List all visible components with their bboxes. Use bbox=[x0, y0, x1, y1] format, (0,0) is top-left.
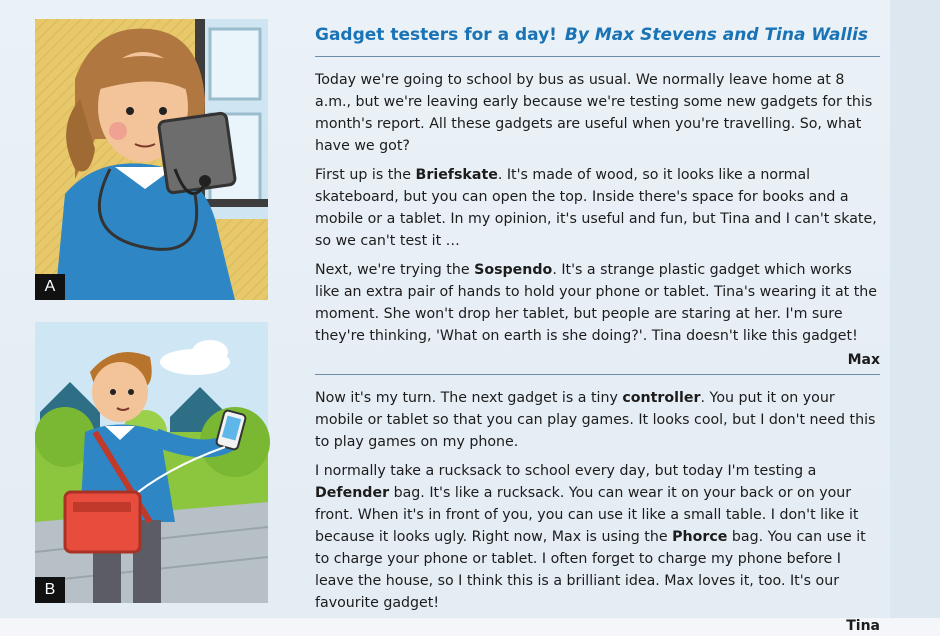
image-label-a: A bbox=[35, 274, 65, 300]
product-name: Phorce bbox=[672, 529, 728, 545]
paragraph-tina-2: I normally take a rucksack to school every day, but today I'm testing a Defender bag. It's like a rucksack. You can wear it on your back or on your front. When it's in front of you, you can use it like a small table. I don't like it because it looks ugly. Right now, Max is using the Phorce bag. You can use it to charge your phone or tablet. I often forget to charge my phone before I leave the house, so I think this is a brilliant idea. Max loves it, too. It's our favourite gadget! bbox=[315, 463, 866, 611]
product-name: Sospendo bbox=[474, 262, 553, 278]
article-heading bbox=[315, 20, 880, 52]
image-label-b: B bbox=[35, 577, 65, 603]
paragraph-max-2: First up is the Briefskate. It's made of wood, so it looks like a normal skateboard, but you can open the top. Inside there's space for books and a mobile or a tablet. In my opinion, it's useful and fun, but Tina and I can't skate, so we can't test it … bbox=[315, 167, 877, 249]
author-signature-tina: Tina bbox=[846, 618, 880, 634]
page-edge-band bbox=[890, 0, 940, 618]
product-name: Briefskate bbox=[415, 167, 498, 183]
product-name: controller bbox=[622, 390, 701, 406]
article-byline: By Max Stevens and Tina Wallis bbox=[564, 25, 869, 45]
paragraph-max-3: Next, we're trying the Sospendo. It's a strange plastic gadget which works like an extra pair of hands to hold your phone or tablet. Tina's wearing it at the moment. She won't drop her tablet, but people are staring at her. I'm sure they're thinking, 'What on earth is she doing?'. Tina doesn't like this gadget! bbox=[315, 262, 878, 344]
article-title: Gadget testers for a day! bbox=[315, 25, 557, 45]
paragraph-max-1: Today we're going to school by bus as usual. We normally leave home at 8 a.m., but we're leaving early because we're testing some new gadgets for this month's report. All these gadgets are useful when you're travelling. So, what have we got? bbox=[315, 72, 873, 154]
illustration-a bbox=[35, 19, 268, 300]
illustration-b bbox=[35, 322, 268, 603]
author-signature-max: Max bbox=[847, 352, 880, 368]
paragraph-tina-1: Now it's my turn. The next gadget is a tiny controller. You put it on your mobile or tablet so that you can play games. It looks cool, but I don't need this to play games on my phone. bbox=[315, 390, 876, 450]
illustration-a-drawing bbox=[35, 19, 268, 300]
product-name: Defender bbox=[315, 485, 390, 501]
illustration-b-drawing bbox=[35, 322, 268, 603]
article bbox=[315, 20, 880, 636]
